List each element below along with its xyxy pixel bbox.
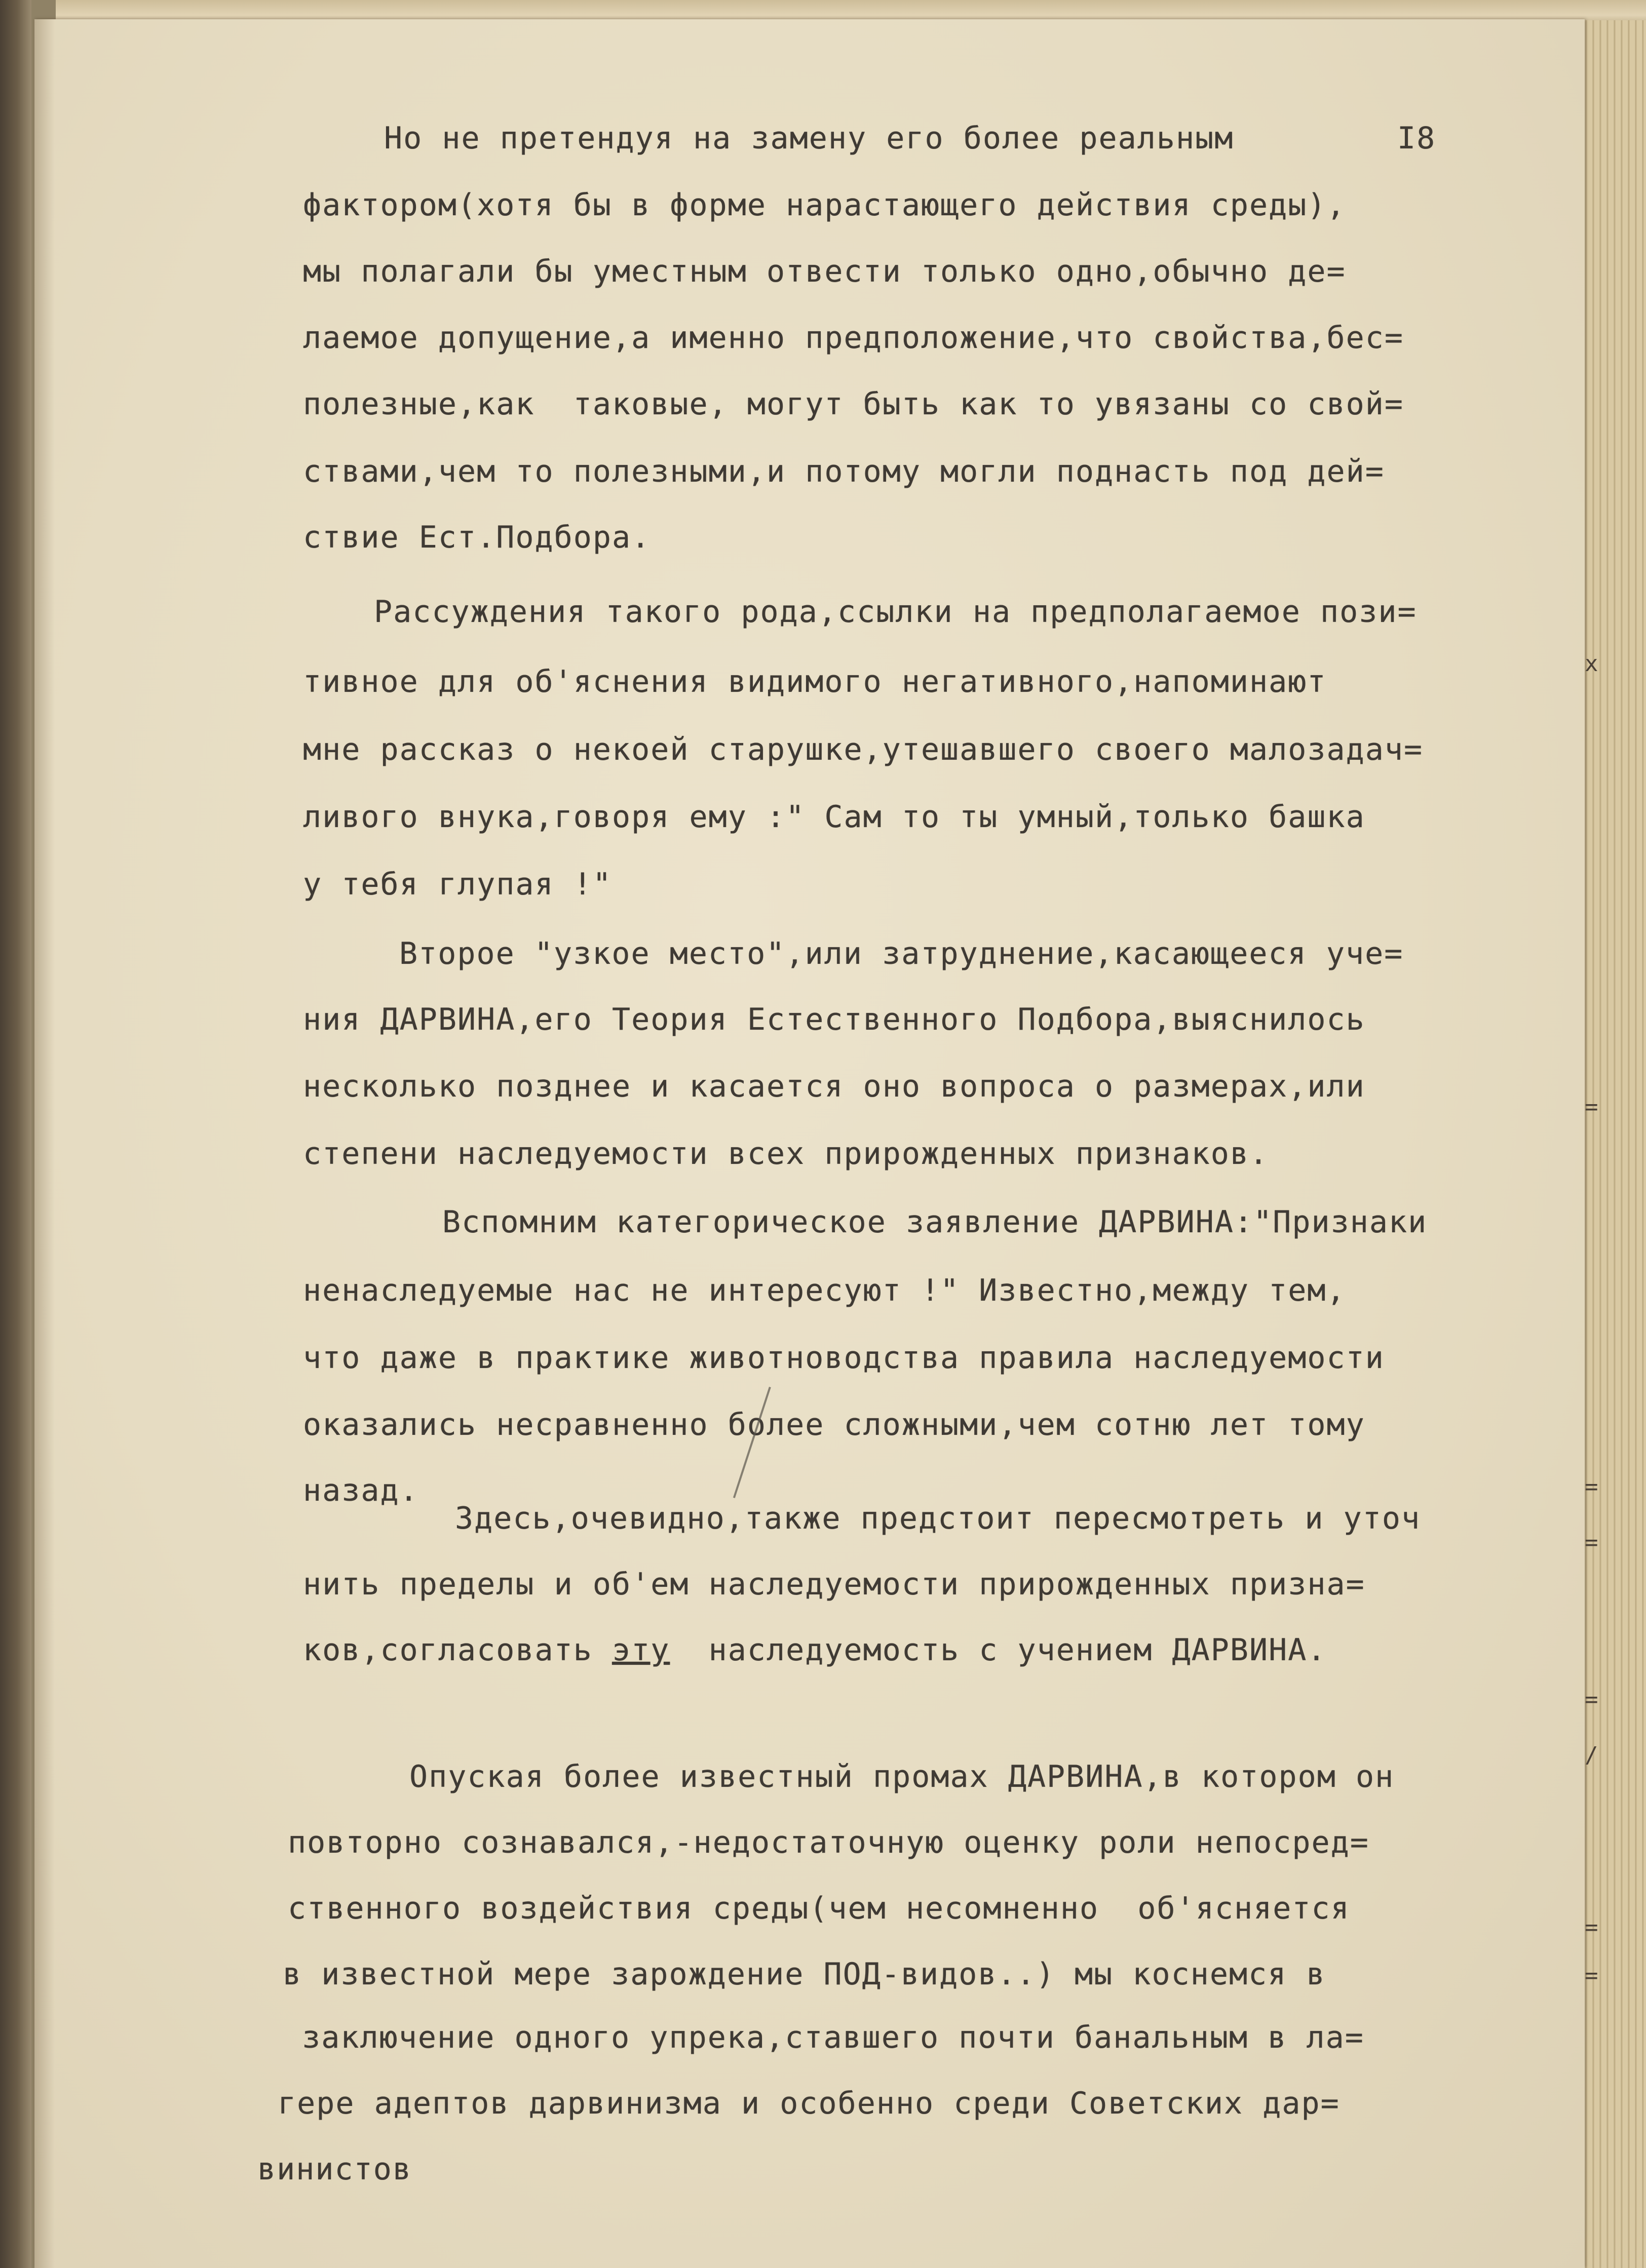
- text-line: [303, 1632, 1327, 1668]
- margin-marks: [1585, 0, 1640, 2268]
- text-line: у тебя глупая !": [303, 867, 612, 902]
- text-line: назад.: [303, 1473, 419, 1508]
- text-line: оказались несравненно более сложными,чем сотню лет тому: [303, 1407, 1365, 1442]
- text-line: винистов: [257, 2152, 412, 2187]
- text-line: мне рассказ о некоей старушке,утешавшего своего малозадач=: [303, 732, 1424, 767]
- text-segment: наследуемость с учением ДАРВИНА.: [670, 1632, 1327, 1668]
- text-line: в известной мере зарождение ПОД-видов..) мы коснемся в: [283, 1957, 1326, 1992]
- binding-edge: [0, 0, 31, 2268]
- text-line: Рассуждения такого рода,ссылки на предполагаемое пози=: [374, 594, 1417, 630]
- text-line: ствие Ест.Подбора.: [303, 520, 651, 555]
- text-line: ния ДАРВИНА,его Теория Естественного Подбора,выяснилось: [303, 1002, 1365, 1037]
- text-line: Вспомним категорическое заявление ДАРВИНА:"Признаки: [442, 1204, 1428, 1240]
- text-line: что даже в практике животноводства правила наследуемости: [303, 1340, 1385, 1376]
- text-line: несколько позднее и касается оно вопроса о размерах,или: [303, 1069, 1365, 1104]
- text-line: ливого внука,говоря ему :" Сам то ты умный,только башка: [303, 799, 1365, 835]
- text-line: полезные,как таковые, могут быть как то увязаны со свой=: [303, 386, 1404, 422]
- text-line: заключение одного упрека,ставшего почти банальным в ла=: [283, 2020, 1364, 2055]
- margin-mark: =: [1585, 1687, 1598, 1712]
- typed-page: [34, 19, 1585, 2268]
- text-line: ненаследуемые нас не интересуют !" Известно,между тем,: [303, 1273, 1346, 1308]
- margin-mark: =: [1585, 1474, 1598, 1500]
- margin-mark: =: [1585, 1914, 1598, 1940]
- margin-mark: =: [1585, 1530, 1598, 1555]
- text-line: ствами,чем то полезными,и потому могли поднасть под дей=: [303, 454, 1385, 489]
- margin-mark: х: [1585, 651, 1598, 677]
- text-line: мы полагали бы уместным отвести только одно,обычно де=: [303, 254, 1346, 289]
- text-line: тивное для об'яснения видимого негативного,напоминают: [303, 664, 1327, 699]
- text-line: фактором(хотя бы в форме нарастающего действия среды),: [303, 187, 1346, 223]
- text-line: Второе "узкое место",или затруднение,касающееся уче=: [399, 936, 1404, 971]
- text-line: нить пределы и об'ем наследуемости прирожденных призна=: [303, 1567, 1365, 1602]
- page-number: I8: [1397, 121, 1436, 156]
- text-line: гере адептов дарвинизма и особенно среди Советских дар=: [278, 2086, 1340, 2121]
- text-line: степени наследуемости всех прирожденных признаков.: [303, 1136, 1269, 1171]
- text-line: ственного воздействия среды(чем несомненно об'ясняется: [288, 1891, 1350, 1926]
- margin-mark: =: [1585, 1963, 1598, 1988]
- margin-mark: /: [1585, 1742, 1598, 1768]
- text-segment: ков,согласовать: [303, 1632, 612, 1668]
- text-line: повторно сознавался,-недостаточную оценку роли непосред=: [288, 1825, 1369, 1860]
- text-line: Но не претендуя на замену его более реальным: [384, 121, 1234, 156]
- text-line: Здесь,очевидно,также предстоит пересмотреть и уточ: [455, 1501, 1421, 1536]
- text-line: Опуская более известный промах ДАРВИНА,в котором он: [409, 1759, 1395, 1794]
- margin-mark: =: [1585, 1094, 1598, 1120]
- underlined-word: эту: [611, 1632, 670, 1668]
- text-line: лаемое допущение,а именно предположение,что свойства,бес=: [303, 320, 1404, 356]
